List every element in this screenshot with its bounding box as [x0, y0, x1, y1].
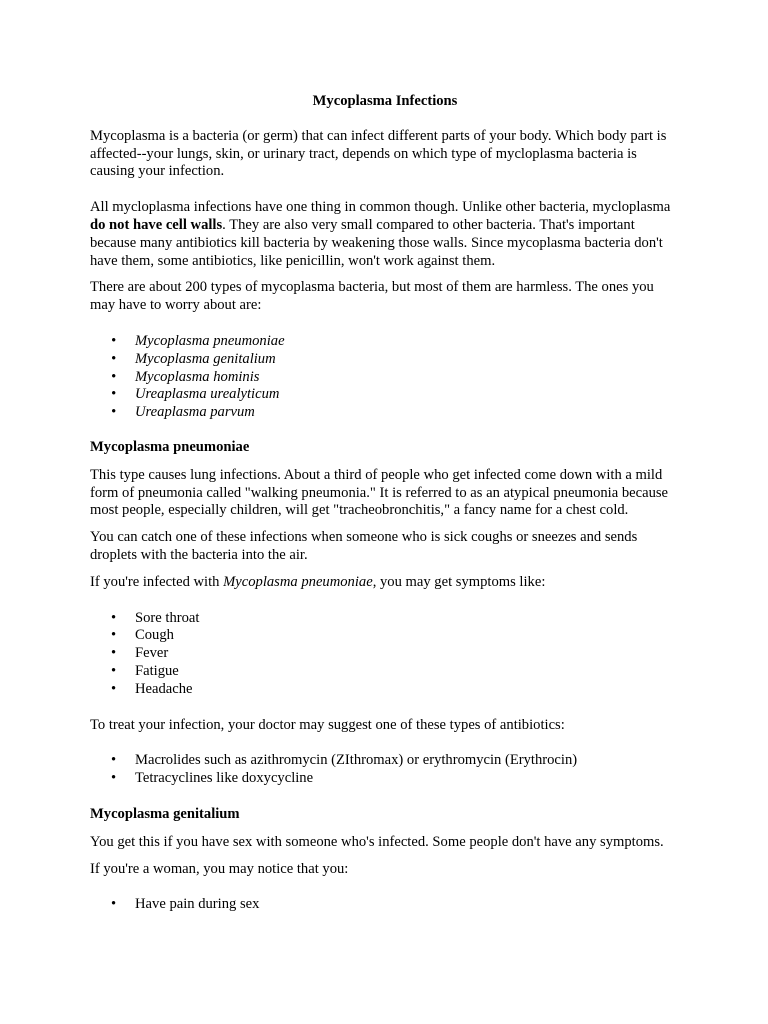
list-item: • Cough	[135, 627, 672, 645]
list-item: • Macrolides such as azithromycin (ZIthromax) or erythromycin (Erythrocin)	[135, 752, 672, 770]
antibiotics-list	[90, 752, 672, 788]
types-intro-paragraph: There are about 200 types of mycoplasma bacteria, but most of them are harmless. The ones you may have to worry about are:	[90, 279, 654, 314]
genitalium-symptoms-list	[90, 896, 672, 914]
list-item: • Ureaplasma urealyticum	[135, 386, 672, 404]
cell-walls-paragraph	[90, 199, 672, 270]
list-item: • Sore throat	[135, 610, 672, 628]
list-item: • Mycoplasma genitalium	[135, 351, 672, 369]
symptoms-intro-text-before: If you're infected with	[90, 573, 224, 590]
genitalium-paragraph-1: You get this if you have sex with someone who's infected. Some people don't have any symptoms.	[90, 833, 664, 850]
page-title: Mycoplasma Infections	[312, 93, 458, 109]
cell-walls-bold-text: do not have cell walls	[90, 216, 223, 233]
genitalium-paragraph-2: If you're a woman, you may notice that you:	[90, 860, 349, 877]
list-item: • Mycoplasma hominis	[135, 369, 672, 387]
symptoms-intro-italic-text: Mycoplasma pneumoniae	[223, 573, 373, 590]
list-item: • Tetracyclines like doxycycline	[135, 770, 672, 788]
list-item: • Ureaplasma parvum	[135, 404, 672, 422]
intro-paragraph: Mycoplasma is a bacteria (or germ) that can infect different parts of your body. Which body part is affected--your lungs, skin, or urinary tract, depends on which type of mycloplasma bacteria is causing your infection.	[90, 127, 667, 180]
treatment-intro-paragraph: To treat your infection, your doctor may suggest one of these types of antibiotics:	[90, 716, 565, 733]
pneumoniae-symptoms-list	[90, 610, 672, 699]
list-item: • Have pain during sex	[135, 896, 672, 914]
cell-walls-text-after: . They are also very small compared to other bacteria. That's important because many antibiotics kill bacteria by weakening those walls. Since mycoplasma bacteria don't have them, some antibiotics, like penicillin, won't work against them.	[90, 216, 663, 269]
list-item: • Headache	[135, 681, 672, 699]
list-item: • Mycoplasma pneumoniae	[135, 333, 672, 351]
genitalium-heading: Mycoplasma genitalium	[90, 805, 240, 822]
list-item: • Fatigue	[135, 663, 672, 681]
pneumoniae-heading: Mycoplasma pneumoniae	[90, 438, 250, 455]
pneumoniae-paragraph-2: You can catch one of these infections when someone who is sick coughs or sneezes and sends droplets with the bacteria into the air.	[90, 529, 638, 563]
pneumoniae-paragraph-1: This type causes lung infections. About a third of people who get infected come down with a mild form of pneumonia called "walking pneumonia." It is referred to as an atypical pneumonia because most people, especially children, will get "tracheobronchitis," a fancy name for a chest cold.	[90, 466, 669, 519]
cell-walls-text-before: All mycloplasma infections have one thing in common though. Unlike other bacteria, mycloplasma	[90, 199, 671, 216]
symptoms-intro-text-after: , you may get symptoms like:	[372, 573, 546, 590]
list-item: • Fever	[135, 645, 672, 663]
document-page	[90, 93, 672, 914]
species-list	[90, 333, 672, 422]
pneumoniae-symptoms-intro	[90, 574, 672, 592]
